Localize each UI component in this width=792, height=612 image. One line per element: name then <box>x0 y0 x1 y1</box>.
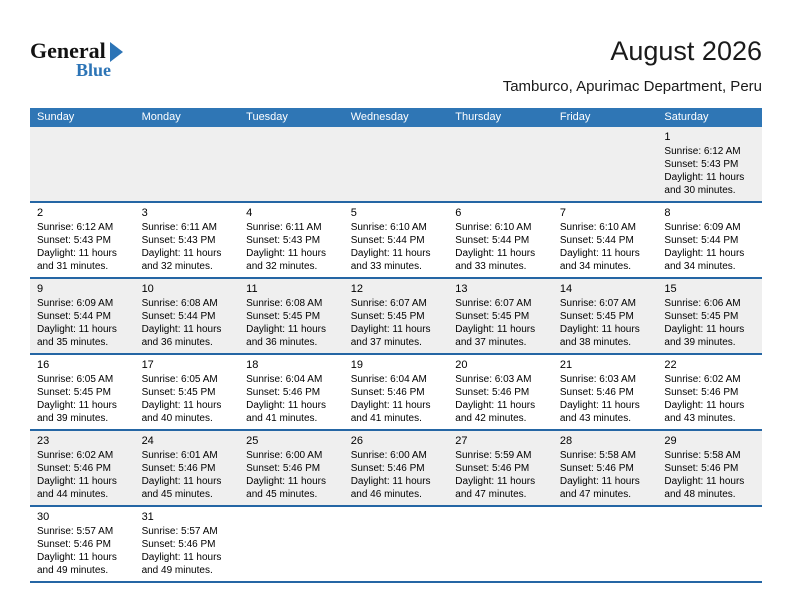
weekday-header-row <box>30 108 762 127</box>
weekday-header-tuesday: Tuesday <box>246 111 288 123</box>
day-sunset: Sunset: 5:46 PM <box>664 463 739 474</box>
day-cell <box>135 431 240 505</box>
day-sunset: Sunset: 5:46 PM <box>455 463 530 474</box>
day-daylight-line2: and 34 minutes. <box>664 261 736 272</box>
day-cell <box>553 203 658 277</box>
day-sunset: Sunset: 5:45 PM <box>559 311 634 322</box>
day-sunrise: Sunrise: 6:12 AM <box>664 146 741 157</box>
day-daylight-line1: Daylight: 11 hours <box>37 476 117 487</box>
day-sunrise: Sunrise: 6:11 AM <box>246 222 322 233</box>
day-daylight-line1: Daylight: 11 hours <box>246 476 326 487</box>
day-sunset: Sunset: 5:45 PM <box>246 311 321 322</box>
day-cell <box>657 127 762 201</box>
day-daylight-line2: and 34 minutes. <box>559 261 632 272</box>
day-cell <box>30 507 135 581</box>
day-number: 27 <box>455 435 468 447</box>
day-number: 12 <box>350 283 363 295</box>
week-row <box>30 353 762 429</box>
day-number: 29 <box>664 435 677 447</box>
day-daylight-line2: and 47 minutes. <box>559 489 632 500</box>
day-sunrise: Sunrise: 5:59 AM <box>455 450 532 461</box>
day-cell <box>344 355 449 429</box>
day-sunrise: Sunrise: 6:07 AM <box>455 298 532 309</box>
day-daylight-line2: and 32 minutes. <box>141 261 213 272</box>
day-number: 24 <box>141 435 154 447</box>
empty-day-cell <box>553 127 658 201</box>
day-sunrise: Sunrise: 6:05 AM <box>37 374 114 385</box>
day-daylight-line1: Daylight: 11 hours <box>455 248 536 259</box>
day-cell <box>135 507 240 581</box>
day-cell <box>30 355 135 429</box>
day-sunset: Sunset: 5:45 PM <box>350 311 425 322</box>
calendar-weeks <box>30 127 762 583</box>
day-sunset: Sunset: 5:46 PM <box>559 387 634 398</box>
day-cell <box>657 279 762 353</box>
day-cell <box>344 203 449 277</box>
day-number: 14 <box>559 283 573 295</box>
day-number: 9 <box>37 283 44 295</box>
day-daylight-line1: Daylight: 11 hours <box>455 324 536 335</box>
day-sunset: Sunset: 5:43 PM <box>664 159 739 170</box>
day-number: 20 <box>455 359 468 371</box>
day-daylight-line2: and 46 minutes. <box>350 489 422 500</box>
day-daylight-line2: and 36 minutes. <box>141 337 213 348</box>
day-daylight-line1: Daylight: 11 hours <box>246 324 326 335</box>
day-daylight-line1: Daylight: 11 hours <box>559 476 640 487</box>
day-sunrise: Sunrise: 6:11 AM <box>141 222 217 233</box>
day-number: 17 <box>141 359 154 371</box>
day-daylight-line1: Daylight: 11 hours <box>559 324 640 335</box>
day-daylight-line1: Daylight: 11 hours <box>664 248 745 259</box>
day-sunrise: Sunrise: 6:00 AM <box>350 450 427 461</box>
day-sunrise: Sunrise: 6:09 AM <box>664 222 741 233</box>
day-cell <box>30 431 135 505</box>
day-daylight-line2: and 47 minutes. <box>455 489 527 500</box>
day-daylight-line1: Daylight: 11 hours <box>37 324 117 335</box>
day-daylight-line1: Daylight: 11 hours <box>559 248 640 259</box>
weekday-header-saturday: Saturday <box>664 111 709 123</box>
day-daylight-line1: Daylight: 11 hours <box>455 400 536 411</box>
week-row <box>30 505 762 581</box>
day-cell <box>553 431 658 505</box>
day-sunset: Sunset: 5:45 PM <box>664 311 739 322</box>
day-cell <box>30 279 135 353</box>
day-sunset: Sunset: 5:46 PM <box>37 463 111 474</box>
day-cell <box>448 355 553 429</box>
day-sunset: Sunset: 5:46 PM <box>246 387 321 398</box>
day-sunset: Sunset: 5:46 PM <box>141 463 216 474</box>
day-sunrise: Sunrise: 5:58 AM <box>559 450 636 461</box>
day-daylight-line2: and 39 minutes. <box>664 337 736 348</box>
day-daylight-line1: Daylight: 11 hours <box>246 248 326 259</box>
day-sunrise: Sunrise: 6:02 AM <box>664 374 741 385</box>
day-sunset: Sunset: 5:44 PM <box>455 235 530 246</box>
day-cell <box>448 431 553 505</box>
day-cell <box>239 279 344 353</box>
day-sunset: Sunset: 5:45 PM <box>455 311 530 322</box>
day-sunset: Sunset: 5:46 PM <box>559 463 634 474</box>
day-sunset: Sunset: 5:46 PM <box>455 387 530 398</box>
day-sunset: Sunset: 5:43 PM <box>141 235 216 246</box>
day-cell <box>553 279 658 353</box>
month-title: August 2026 <box>610 36 762 66</box>
day-sunset: Sunset: 5:46 PM <box>141 539 216 550</box>
day-cell <box>135 203 240 277</box>
day-daylight-line1: Daylight: 11 hours <box>559 400 640 411</box>
day-number: 4 <box>246 207 253 219</box>
day-daylight-line2: and 30 minutes. <box>664 185 736 196</box>
empty-day-cell <box>553 507 658 581</box>
day-number: 18 <box>246 359 259 371</box>
day-sunrise: Sunrise: 6:08 AM <box>141 298 218 309</box>
day-sunrise: Sunrise: 6:04 AM <box>246 374 323 385</box>
day-daylight-line1: Daylight: 11 hours <box>141 324 222 335</box>
day-sunset: Sunset: 5:46 PM <box>350 463 425 474</box>
day-daylight-line2: and 39 minutes. <box>37 413 109 424</box>
page-header <box>0 0 792 95</box>
day-number: 15 <box>664 283 677 295</box>
day-daylight-line1: Daylight: 11 hours <box>246 400 326 411</box>
general-blue-logo <box>30 38 170 88</box>
day-daylight-line1: Daylight: 11 hours <box>664 324 745 335</box>
day-number: 7 <box>559 207 566 219</box>
day-daylight-line2: and 38 minutes. <box>559 337 632 348</box>
day-daylight-line1: Daylight: 11 hours <box>350 400 431 411</box>
day-sunrise: Sunrise: 6:10 AM <box>455 222 532 233</box>
calendar <box>30 108 762 583</box>
weekday-header-wednesday: Wednesday <box>350 111 409 123</box>
empty-day-cell <box>135 127 240 201</box>
day-cell <box>239 355 344 429</box>
day-number: 11 <box>246 283 258 295</box>
day-daylight-line2: and 42 minutes. <box>455 413 527 424</box>
day-sunrise: Sunrise: 6:05 AM <box>141 374 218 385</box>
day-daylight-line2: and 41 minutes. <box>246 413 318 424</box>
day-sunset: Sunset: 5:43 PM <box>246 235 321 246</box>
day-daylight-line2: and 49 minutes. <box>37 565 109 576</box>
day-sunset: Sunset: 5:44 PM <box>141 311 216 322</box>
day-daylight-line1: Daylight: 11 hours <box>664 400 745 411</box>
day-number: 10 <box>141 283 154 295</box>
day-number: 30 <box>37 511 50 523</box>
day-daylight-line2: and 33 minutes. <box>350 261 422 272</box>
day-cell <box>135 355 240 429</box>
day-daylight-line1: Daylight: 11 hours <box>664 172 745 183</box>
weekday-header-sunday: Sunday <box>37 111 75 123</box>
day-sunset: Sunset: 5:44 PM <box>350 235 425 246</box>
day-sunrise: Sunrise: 6:07 AM <box>559 298 636 309</box>
empty-day-cell <box>239 507 344 581</box>
day-sunrise: Sunrise: 5:57 AM <box>37 526 114 537</box>
title-block <box>503 36 762 95</box>
empty-day-cell <box>344 507 449 581</box>
day-cell <box>344 279 449 353</box>
day-daylight-line2: and 31 minutes. <box>37 261 109 272</box>
day-daylight-line1: Daylight: 11 hours <box>141 248 222 259</box>
day-daylight-line2: and 43 minutes. <box>559 413 632 424</box>
location-subtitle: Tamburco, Apurimac Department, Peru <box>502 78 762 95</box>
day-number: 13 <box>455 283 468 295</box>
day-daylight-line2: and 37 minutes. <box>350 337 422 348</box>
day-cell <box>657 355 762 429</box>
day-daylight-line2: and 37 minutes. <box>455 337 527 348</box>
day-sunrise: Sunrise: 6:10 AM <box>350 222 427 233</box>
day-cell <box>344 431 449 505</box>
day-number: 21 <box>559 359 573 371</box>
day-number: 28 <box>559 435 573 447</box>
day-daylight-line2: and 48 minutes. <box>664 489 736 500</box>
empty-day-cell <box>448 127 553 201</box>
day-number: 5 <box>350 207 357 219</box>
day-sunset: Sunset: 5:46 PM <box>246 463 321 474</box>
day-sunset: Sunset: 5:44 PM <box>37 311 111 322</box>
day-cell <box>239 431 344 505</box>
day-number: 22 <box>664 359 677 371</box>
empty-day-cell <box>239 127 344 201</box>
day-cell <box>657 203 762 277</box>
day-sunrise: Sunrise: 6:01 AM <box>141 450 218 461</box>
day-number: 1 <box>664 131 671 143</box>
day-sunset: Sunset: 5:45 PM <box>141 387 216 398</box>
empty-day-cell <box>30 127 135 201</box>
day-sunset: Sunset: 5:46 PM <box>350 387 425 398</box>
day-daylight-line1: Daylight: 11 hours <box>141 552 222 563</box>
day-daylight-line1: Daylight: 11 hours <box>37 552 117 563</box>
day-sunrise: Sunrise: 6:02 AM <box>37 450 114 461</box>
week-row <box>30 429 762 505</box>
day-daylight-line2: and 49 minutes. <box>141 565 213 576</box>
day-daylight-line1: Daylight: 11 hours <box>664 476 745 487</box>
day-daylight-line2: and 45 minutes. <box>141 489 213 500</box>
logo-text-general: General <box>30 38 106 63</box>
day-daylight-line1: Daylight: 11 hours <box>350 248 431 259</box>
week-row <box>30 201 762 277</box>
day-sunrise: Sunrise: 6:00 AM <box>246 450 323 461</box>
day-sunset: Sunset: 5:44 PM <box>559 235 634 246</box>
day-sunrise: Sunrise: 6:03 AM <box>559 374 636 385</box>
week-row <box>30 277 762 353</box>
day-daylight-line2: and 45 minutes. <box>246 489 318 500</box>
day-daylight-line1: Daylight: 11 hours <box>350 324 431 335</box>
day-number: 31 <box>141 511 154 523</box>
day-number: 2 <box>37 207 44 219</box>
day-sunrise: Sunrise: 5:58 AM <box>664 450 741 461</box>
day-sunset: Sunset: 5:45 PM <box>37 387 111 398</box>
day-daylight-line2: and 33 minutes. <box>455 261 527 272</box>
day-sunrise: Sunrise: 6:04 AM <box>350 374 427 385</box>
day-sunrise: Sunrise: 6:12 AM <box>37 222 114 233</box>
day-daylight-line1: Daylight: 11 hours <box>141 400 222 411</box>
empty-day-cell <box>344 127 449 201</box>
day-daylight-line2: and 35 minutes. <box>37 337 109 348</box>
day-cell <box>239 203 344 277</box>
day-number: 8 <box>664 207 671 219</box>
day-sunrise: Sunrise: 6:09 AM <box>37 298 114 309</box>
day-sunrise: Sunrise: 6:10 AM <box>559 222 636 233</box>
day-daylight-line1: Daylight: 11 hours <box>37 400 117 411</box>
logo-flag-icon <box>110 42 123 62</box>
day-cell <box>553 355 658 429</box>
day-sunset: Sunset: 5:44 PM <box>664 235 739 246</box>
day-sunrise: Sunrise: 6:06 AM <box>664 298 741 309</box>
day-daylight-line1: Daylight: 11 hours <box>37 248 117 259</box>
day-daylight-line1: Daylight: 11 hours <box>350 476 431 487</box>
day-number: 26 <box>350 435 363 447</box>
weekday-header-monday: Monday <box>141 111 181 123</box>
day-number: 6 <box>455 207 462 219</box>
day-cell <box>448 203 553 277</box>
day-sunset: Sunset: 5:46 PM <box>664 387 739 398</box>
empty-day-cell <box>657 507 762 581</box>
day-number: 3 <box>141 207 148 219</box>
day-daylight-line2: and 36 minutes. <box>246 337 318 348</box>
day-daylight-line2: and 44 minutes. <box>37 489 109 500</box>
day-number: 16 <box>37 359 50 371</box>
empty-day-cell <box>448 507 553 581</box>
day-daylight-line1: Daylight: 11 hours <box>141 476 222 487</box>
week-row <box>30 127 762 201</box>
logo-text-blue: Blue <box>76 60 112 80</box>
day-sunrise: Sunrise: 6:07 AM <box>350 298 427 309</box>
day-number: 19 <box>350 359 363 371</box>
weekday-header-friday: Friday <box>559 111 591 123</box>
day-sunrise: Sunrise: 5:57 AM <box>141 526 218 537</box>
day-number: 23 <box>37 435 50 447</box>
day-number: 25 <box>246 435 259 447</box>
day-cell <box>135 279 240 353</box>
day-daylight-line2: and 40 minutes. <box>141 413 213 424</box>
day-sunset: Sunset: 5:43 PM <box>37 235 111 246</box>
day-cell <box>30 203 135 277</box>
day-cell <box>448 279 553 353</box>
day-sunrise: Sunrise: 6:08 AM <box>246 298 323 309</box>
day-daylight-line2: and 41 minutes. <box>350 413 422 424</box>
day-daylight-line1: Daylight: 11 hours <box>455 476 536 487</box>
day-sunrise: Sunrise: 6:03 AM <box>455 374 532 385</box>
day-daylight-line2: and 32 minutes. <box>246 261 318 272</box>
day-sunset: Sunset: 5:46 PM <box>37 539 111 550</box>
weekday-header-thursday: Thursday <box>455 111 502 123</box>
day-daylight-line2: and 43 minutes. <box>664 413 736 424</box>
day-cell <box>657 431 762 505</box>
